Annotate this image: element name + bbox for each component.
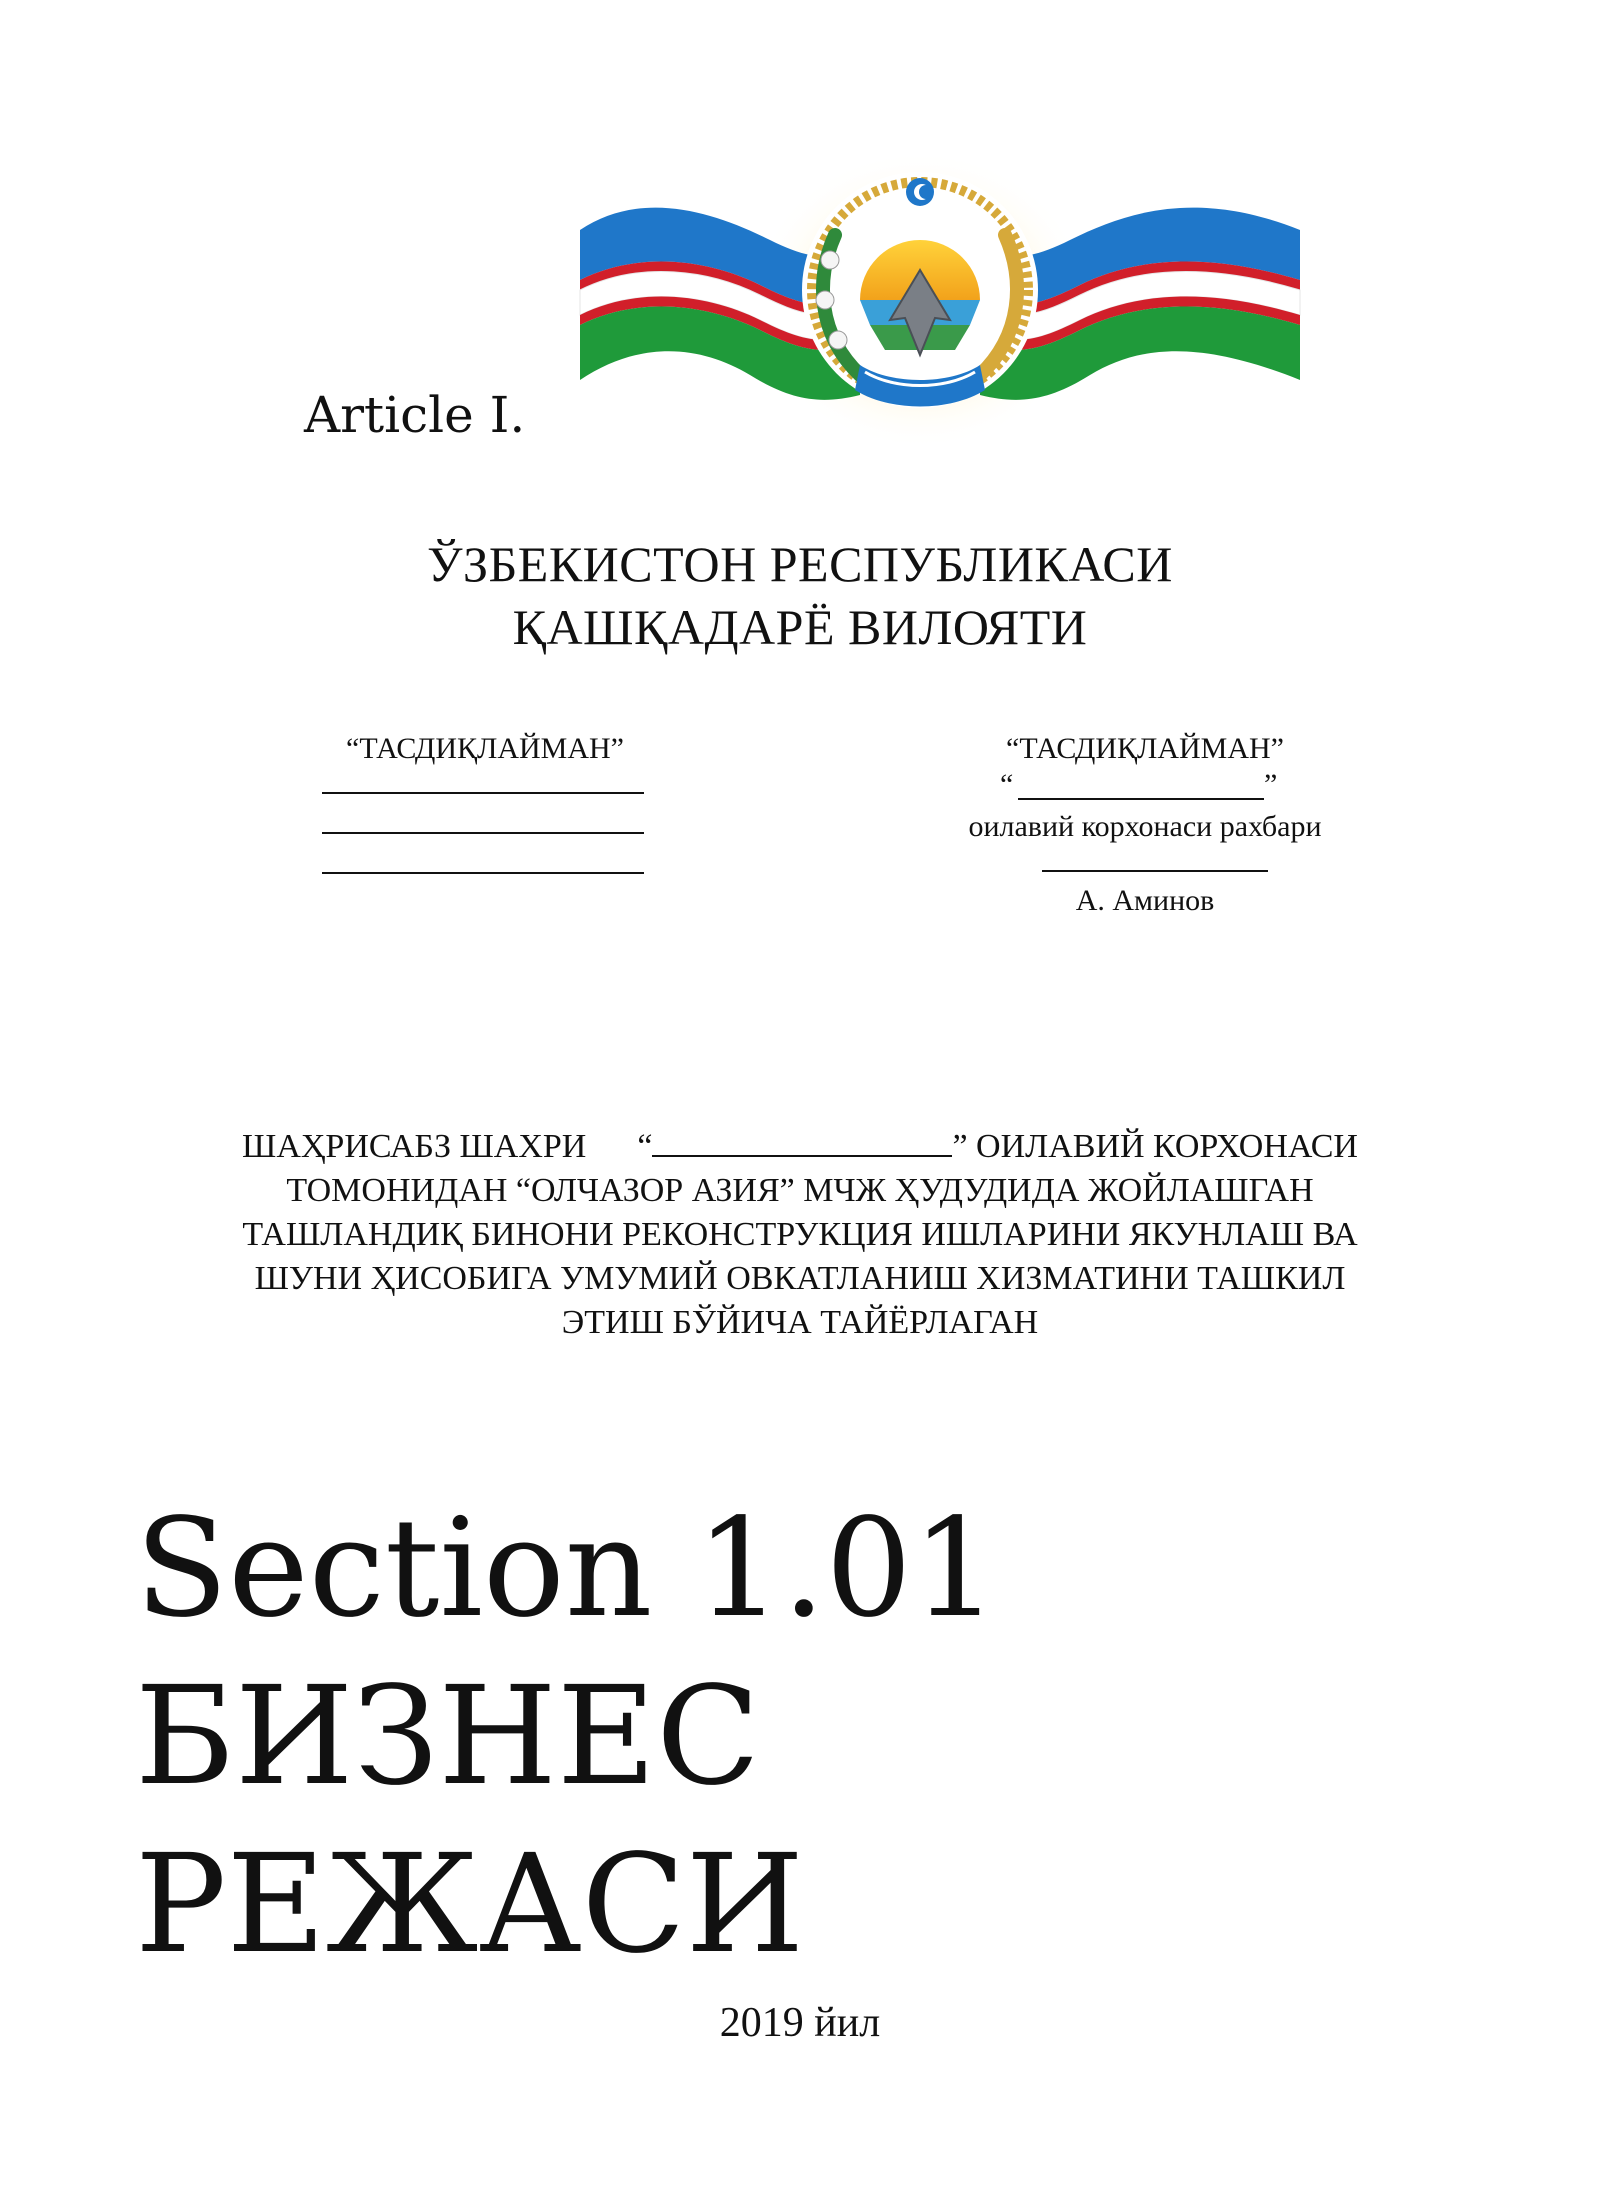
description-line: ТАШЛАНДИҚ БИНОНИ РЕКОНСТРУКЦИЯ ИШЛАРИНИ ЯКУНЛАШ ВА xyxy=(242,1216,1358,1253)
signature-line xyxy=(322,832,644,834)
section-heading-line: Section 1.01 БИЗНЕС xyxy=(135,1490,999,1816)
signature-line xyxy=(322,872,644,874)
quote-close: ” xyxy=(1264,768,1278,801)
description-line: ТОМОНИДАН “ОЛЧАЗОР АЗИЯ” МЧЖ ҲУДУДИДА ЖОЙЛАШГАН xyxy=(286,1172,1314,1209)
state-emblem-image xyxy=(560,150,1320,450)
quote-open: “ xyxy=(1000,768,1014,801)
article-heading: Article I. xyxy=(304,386,526,444)
signer-role: оилавий корхонаси рахбари xyxy=(968,810,1322,843)
blank-line xyxy=(1018,798,1264,800)
republic-title: ЎЗБЕКИСТОН РЕСПУБЛИКАСИ xyxy=(427,536,1173,592)
region-title: ҚАШҚАДАРЁ ВИЛОЯТИ xyxy=(512,599,1088,655)
signature-line xyxy=(322,792,644,794)
blank-line xyxy=(652,1129,952,1157)
city-name: ШАҲРИСАБЗ ШАХРИ xyxy=(242,1128,587,1165)
company-name-blank xyxy=(930,766,1360,806)
approval-heading-right: “ТАСДИҚЛАЙМАН” xyxy=(1006,732,1284,765)
approval-block-right xyxy=(930,730,1360,917)
emblem-seal xyxy=(802,172,1038,408)
section-heading xyxy=(135,1485,1535,1989)
company-type: ” ОИЛАВИЙ КОРХОНАСИ xyxy=(952,1128,1358,1165)
document-year: 2019 йил xyxy=(719,2000,881,2046)
description-line: ЭТИШ БЎЙИЧА ТАЙЁРЛАГАН xyxy=(561,1304,1039,1341)
document-description xyxy=(150,1125,1450,1345)
description-line xyxy=(150,1125,1450,1169)
signature-line xyxy=(1042,870,1268,872)
quote-open: “ xyxy=(637,1128,653,1165)
approval-block-left xyxy=(300,730,670,768)
description-line: ШУНИ ҲИСОБИГА УМУМИЙ ОВКАТЛАНИШ ХИЗМАТИНИ ТАШКИЛ xyxy=(254,1260,1346,1297)
section-heading-line: РЕЖАСИ xyxy=(135,1826,805,1984)
signer-name: А. Аминов xyxy=(1075,884,1215,917)
approval-heading-left: “ТАСДИҚЛАЙМАН” xyxy=(346,732,624,765)
emblem-flag-svg xyxy=(560,150,1320,450)
